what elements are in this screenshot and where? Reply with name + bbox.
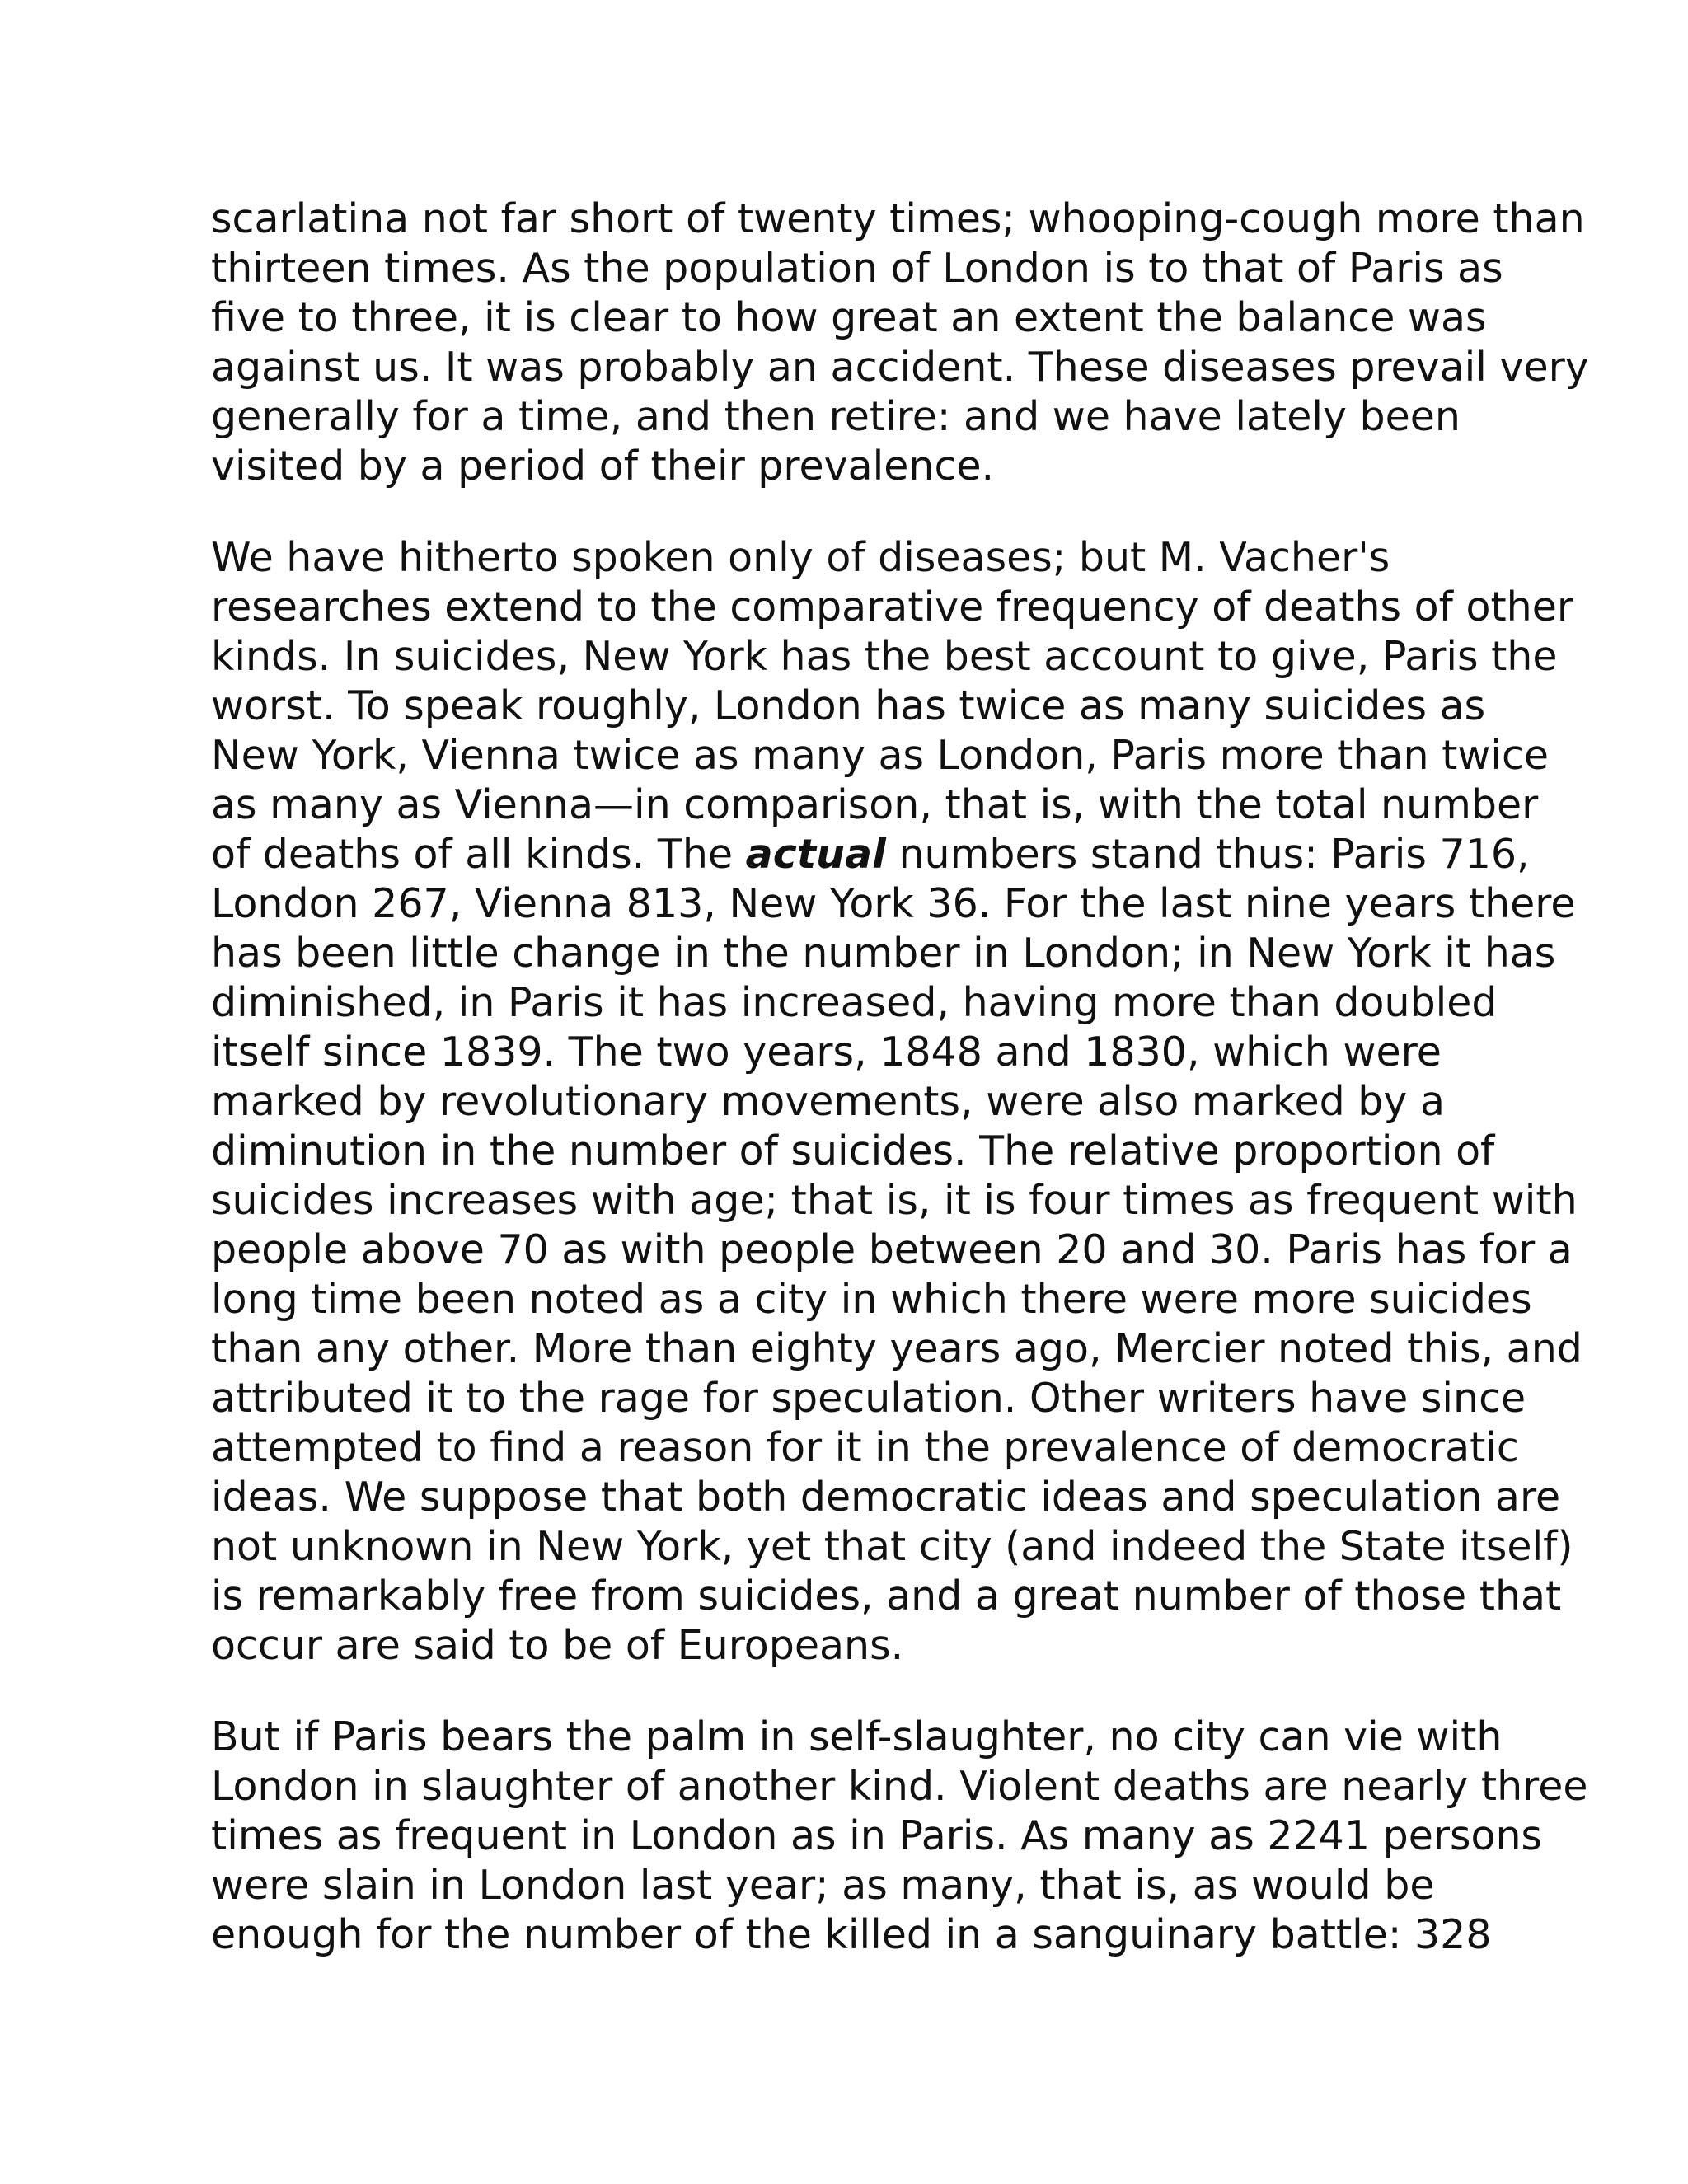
text-line: [211, 1811, 1543, 1861]
text-line: [211, 1324, 1582, 1374]
paragraph: [211, 533, 1582, 1671]
text-line: [211, 1028, 1497, 1077]
text-segment: London in slaughter of another kind. Violent deaths are nearly three: [211, 1763, 1588, 1810]
text-segment: were slain in London last year; as many, that is, as would be: [211, 1862, 1435, 1909]
text-segment: has been little change in the number in London; in New York it has: [211, 930, 1556, 977]
text-line: [211, 1861, 1497, 1910]
text-segment: than any other. More than eighty years ago, Mercier noted this, and: [211, 1325, 1582, 1372]
text-line: [211, 1621, 1497, 1671]
text-line: [211, 1275, 1532, 1324]
text-line: [211, 1762, 1588, 1811]
text-segment: enough for the number of the killed in a sanguinary battle: 328: [211, 1911, 1492, 1958]
text-segment: kinds. In suicides, New York has the best account to give, Paris the: [211, 633, 1558, 680]
text-segment: researches extend to the comparative frequency of deaths of other: [211, 583, 1574, 630]
text-line: [211, 780, 1539, 830]
text-line: [211, 1713, 1503, 1762]
emphasized-word: actual: [745, 831, 886, 878]
text-line: [211, 1522, 1573, 1572]
text-segment: people above 70 as with people between 20 and 30. Paris has for a: [211, 1226, 1573, 1273]
text-line: [211, 632, 1558, 682]
text-segment: as many as Vienna—in comparison, that is, with the total number: [211, 781, 1539, 828]
text-segment: generally for a time, and then retire: and we have lately been: [211, 393, 1461, 440]
text-line: [211, 1226, 1573, 1275]
text-segment: itself since 1839. The two years, 1848 and 1830, which were: [211, 1029, 1442, 1076]
text-line: [211, 244, 1503, 293]
text-line: [211, 731, 1550, 780]
text-line: [211, 1473, 1561, 1522]
text-segment: ideas. We suppose that both democratic ideas and speculation are: [211, 1474, 1561, 1521]
text-segment: attempted to find a reason for it in the prevalence of democratic: [211, 1424, 1519, 1471]
text-line: [211, 533, 1497, 583]
text-segment: against us. It was probably an accident. These diseases prevail very: [211, 344, 1589, 391]
text-line: [211, 343, 1589, 392]
text-segment: visited by a period of their prevalence.: [211, 443, 995, 490]
paragraph: [211, 1713, 1588, 1960]
text-line: [211, 1127, 1497, 1176]
text-segment: times as frequent in London as in Paris. As many as 2241 persons: [211, 1812, 1543, 1859]
text-line: [211, 583, 1574, 632]
text-line: [211, 194, 1585, 244]
text-segment: five to three, it is clear to how great an extent the balance was: [211, 294, 1487, 341]
document-page: [211, 194, 1589, 2002]
text-line: [211, 929, 1556, 978]
text-segment: scarlatina not far short of twenty times; whooping-cough more than: [211, 195, 1585, 242]
text-line: [211, 682, 1497, 731]
text-line: [211, 978, 1497, 1028]
text-segment: of deaths of all kinds. The: [211, 831, 746, 878]
text-line: [211, 442, 1497, 491]
text-segment: occur are said to be of Europeans.: [211, 1622, 904, 1669]
text-line: [211, 1374, 1526, 1423]
text-segment: London 267, Vienna 813, New York 36. For the last nine years there: [211, 880, 1576, 927]
text-line: [211, 1910, 1497, 1960]
paragraph: [211, 194, 1589, 491]
text-segment: We have hitherto spoken only of diseases; but M. Vacher's: [211, 534, 1390, 581]
text-segment: diminution in the number of suicides. The relative proportion of: [211, 1127, 1495, 1174]
text-segment: But if Paris bears the palm in self-slaughter, no city can vie with: [211, 1713, 1503, 1760]
text-line: [211, 293, 1497, 343]
text-segment: diminished, in Paris it has increased, having more than doubled: [211, 979, 1498, 1026]
text-segment: attributed it to the rage for speculation. Other writers have since: [211, 1375, 1526, 1422]
text-segment: long time been noted as a city in which there were more suicides: [211, 1276, 1532, 1323]
text-segment: numbers stand thus: Paris 716,: [885, 831, 1530, 878]
text-segment: is remarkably free from suicides, and a great number of those that: [211, 1572, 1562, 1619]
text-line: [211, 830, 1530, 879]
text-segment: marked by revolutionary movements, were also marked by a: [211, 1078, 1445, 1125]
text-line: [211, 1423, 1519, 1473]
text-line: [211, 1572, 1562, 1621]
text-line: [211, 1176, 1578, 1226]
text-segment: New York, Vienna twice as many as London, Paris more than twice: [211, 732, 1550, 779]
text-segment: worst. To speak roughly, London has twice as many suicides as: [211, 682, 1486, 729]
text-line: [211, 1077, 1497, 1127]
text-segment: not unknown in New York, yet that city (and indeed the State itself): [211, 1523, 1573, 1570]
text-segment: thirteen times. As the population of London is to that of Paris as: [211, 245, 1503, 292]
text-line: [211, 879, 1576, 929]
text-segment: suicides increases with age; that is, it is four times as frequent with: [211, 1177, 1578, 1224]
text-line: [211, 392, 1497, 442]
